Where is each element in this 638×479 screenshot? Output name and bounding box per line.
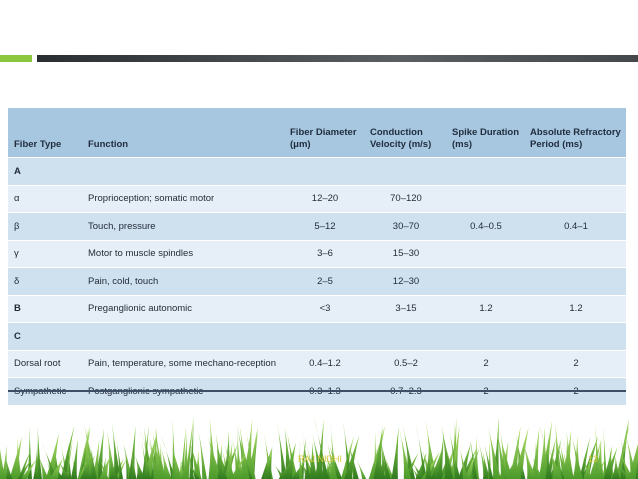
cell-spike [446, 240, 524, 268]
cell-spike [446, 323, 524, 351]
cell-spike [446, 185, 524, 213]
cell-function: Touch, pressure [82, 213, 284, 241]
cell-refractory [524, 240, 626, 268]
header-function: Function [82, 108, 284, 158]
header-spike-duration: Spike Duration (ms) [446, 108, 524, 158]
table-bottom-rule [8, 390, 626, 392]
cell-fiber-type: γ [8, 240, 82, 268]
cell-fiber-type: A [8, 158, 82, 186]
header-conduction-velocity: Conduction Velocity (m/s) [364, 108, 446, 158]
cell-velocity: 30–70 [364, 213, 446, 241]
cell-spike: 1.2 [446, 295, 524, 323]
accent-bar-green [0, 55, 32, 62]
cell-function: Proprioception; somatic motor [82, 185, 284, 213]
cell-velocity [364, 158, 446, 186]
cell-function: Pain, temperature, some mechano-reception [82, 350, 284, 378]
cell-function [82, 323, 284, 351]
fiber-table-container [8, 108, 626, 392]
cell-velocity: 15–30 [364, 240, 446, 268]
cell-velocity: 0.5–2 [364, 350, 446, 378]
cell-spike [446, 158, 524, 186]
grass-decoration [0, 412, 638, 479]
cell-refractory [524, 185, 626, 213]
cell-diameter: 3–6 [284, 240, 364, 268]
cell-fiber-type: α [8, 185, 82, 213]
cell-refractory [524, 158, 626, 186]
cell-fiber-type: C [8, 323, 82, 351]
cell-function [82, 158, 284, 186]
header-fiber-diameter: Fiber Diameter (μm) [284, 108, 364, 158]
footer-page-number: 13 [588, 454, 599, 464]
table-header-row [8, 108, 626, 158]
cell-diameter: <3 [284, 295, 364, 323]
cell-refractory: 1.2 [524, 295, 626, 323]
header-refractory-period: Absolute Refractory Period (ms) [524, 108, 626, 158]
grass-blade [391, 427, 398, 479]
cell-velocity: 12–30 [364, 268, 446, 296]
table-row [8, 350, 626, 378]
cell-velocity [364, 323, 446, 351]
cell-spike: 0.4–0.5 [446, 213, 524, 241]
cell-fiber-type: B [8, 295, 82, 323]
cell-refractory: 2 [524, 350, 626, 378]
cell-refractory: 0.4–1 [524, 213, 626, 241]
cell-diameter: 12–20 [284, 185, 364, 213]
cell-diameter: 0.4–1.2 [284, 350, 364, 378]
table-row [8, 213, 626, 241]
table-row [8, 185, 626, 213]
cell-velocity: 3–15 [364, 295, 446, 323]
table-row [8, 323, 626, 351]
cell-diameter [284, 158, 364, 186]
cell-velocity: 70–120 [364, 185, 446, 213]
cell-refractory [524, 268, 626, 296]
cell-spike: 2 [446, 350, 524, 378]
cell-diameter: 2–5 [284, 268, 364, 296]
table-row [8, 158, 626, 186]
cell-diameter: 5–12 [284, 213, 364, 241]
cell-refractory [524, 323, 626, 351]
header-fiber-type: Fiber Type [8, 108, 82, 158]
cell-fiber-type: Dorsal root [8, 350, 82, 378]
cell-fiber-type: β [8, 213, 82, 241]
cell-spike [446, 268, 524, 296]
table-row [8, 295, 626, 323]
cell-fiber-type: δ [8, 268, 82, 296]
table-row [8, 240, 626, 268]
cell-function: Motor to muscle spindles [82, 240, 284, 268]
cell-function: Pain, cold, touch [82, 268, 284, 296]
cell-function: Preganglionic autonomic [82, 295, 284, 323]
accent-bar-dark [37, 55, 638, 62]
footer-author: RAJ NIDHI [298, 454, 343, 464]
cell-diameter [284, 323, 364, 351]
table-row [8, 268, 626, 296]
fiber-types-table [8, 108, 626, 405]
